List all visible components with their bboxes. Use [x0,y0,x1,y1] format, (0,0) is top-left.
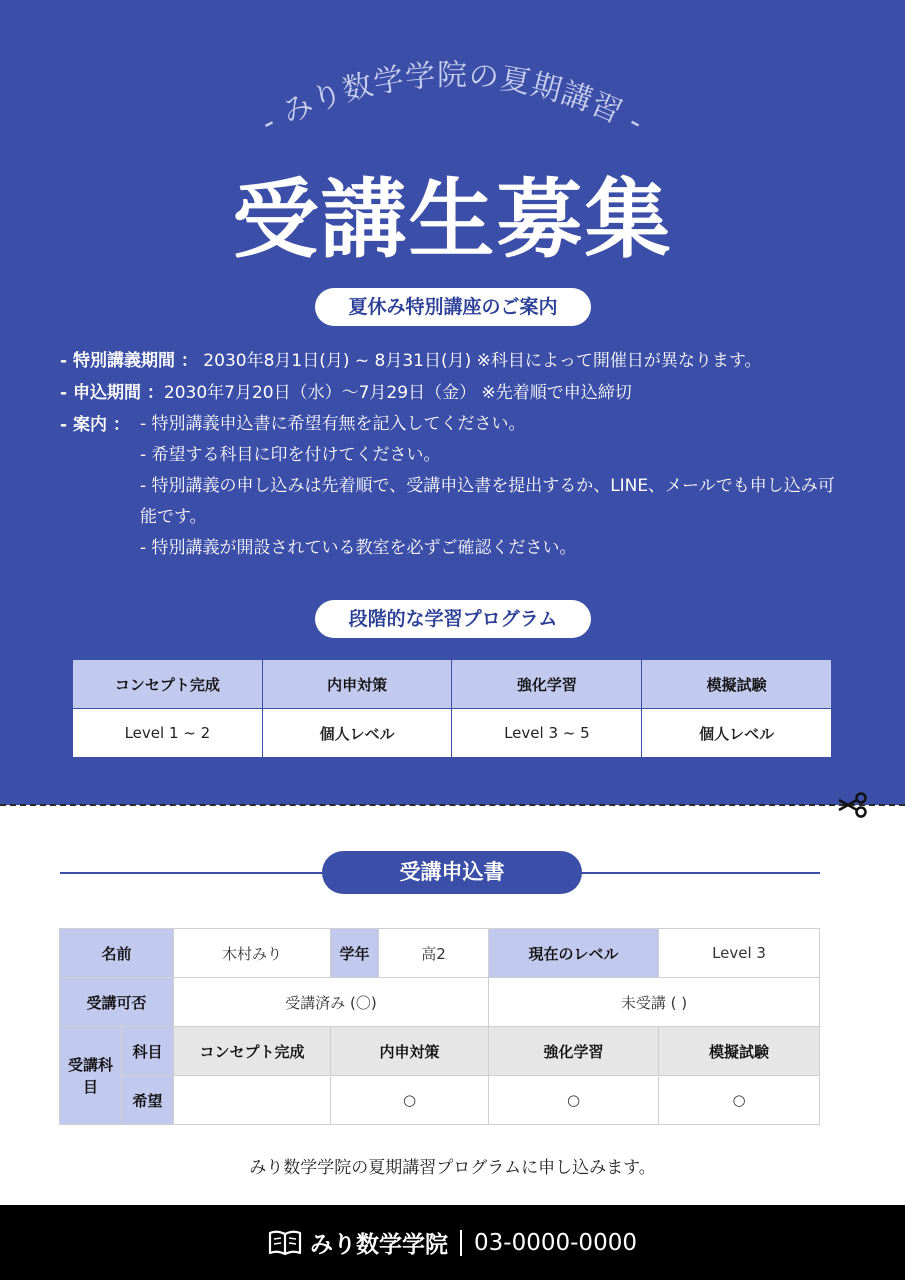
apply-label: - 申込期間 ： [60,383,164,403]
wish-cell[interactable] [174,1076,331,1125]
subject-cell: 強化学習 [489,1027,659,1076]
form-row-subjects [60,1027,820,1076]
program-value-cell: Level 1 ~ 2 [73,709,263,758]
guide-list [140,409,860,564]
status-taken-option[interactable]: 受講済み (〇) [174,978,489,1027]
period-value: 2030年8月1日(月) ~ 8月31日(月) ※科目によって開催日が異なります。 [197,351,762,371]
program-header-cell: 模擬試験 [642,660,832,709]
grade-label: 学年 [331,929,379,978]
status-label: 受講可否 [60,978,174,1027]
form-row-name [60,929,820,978]
subtitle: - みり数学学院の夏期講習 - [255,57,650,142]
footer-divider [460,1230,462,1256]
program-header-cell: コンセプト完成 [73,660,263,709]
subject-row-label: 科目 [122,1027,174,1076]
name-label: 名前 [60,929,174,978]
course-info [60,345,860,564]
form-row-status [60,978,820,1027]
section-label-course-info: 夏休み特別講座のご案内 [315,288,591,326]
page-title: 受講生募集 [232,170,673,270]
cut-line [0,804,905,806]
wish-row-label: 希望 [122,1076,174,1125]
subtitle-arc [0,0,905,160]
program-value-cell: 個人レベル [262,709,452,758]
apply-value: 2030年7月20日（水）～7月29日（金） ※先着順で申込締切 [163,383,632,403]
application-form [59,928,820,1125]
guide-label: - 案内 ： [60,415,130,435]
program-header-cell: 内申対策 [262,660,452,709]
guide-item: - 希望する科目に印を付けてください。 [140,445,441,465]
wish-cell[interactable]: ○ [659,1076,820,1125]
apply-row [60,377,860,409]
name-field[interactable]: 木村みり [174,929,331,978]
status-not-taken-option[interactable]: 未受講 ( ) [489,978,820,1027]
guide-row [60,409,860,564]
program-value-cell: Level 3 ~ 5 [452,709,642,758]
form-title: 受講申込書 [322,851,582,894]
program-value-cell: 個人レベル [642,709,832,758]
scissors-icon [836,790,870,820]
level-field[interactable]: Level 3 [659,929,820,978]
svg-text:- みり数学学院の夏期講習 - [256,58,650,141]
guide-item: - 特別講義の申し込みは先着順で、受講申込書を提出するか、LINE、メールでも申し込み可能です。 [140,476,835,527]
application-note: みり数学学院の夏期講習プログラムに申し込みます。 [249,1158,656,1178]
subject-cell: 内申対策 [331,1027,489,1076]
subjects-label: 受講科目 [60,1027,122,1125]
program-header-cell: 強化学習 [452,660,642,709]
subject-cell: 模擬試験 [659,1027,820,1076]
period-label: - 特別講義期間 ： [60,351,198,371]
school-name: みり数学学院 [310,1232,449,1258]
book-icon [268,1229,302,1257]
wish-cell[interactable]: ○ [489,1076,659,1125]
period-row [60,345,860,377]
phone-number[interactable]: 03-0000-0000 [474,1229,637,1256]
grade-field[interactable]: 高2 [379,929,489,978]
guide-item: - 特別講義が開設されている教室を必ずご確認ください。 [140,538,577,558]
form-row-wishes [60,1076,820,1125]
subject-cell: コンセプト完成 [174,1027,331,1076]
wish-cell[interactable]: ○ [331,1076,489,1125]
guide-item: - 特別講義申込書に希望有無を記入してください。 [140,414,526,434]
program-value-row [73,709,832,758]
level-label: 現在のレベル [489,929,659,978]
program-header-row [73,660,832,709]
footer [0,1205,905,1280]
program-table [72,659,832,758]
section-label-program: 段階的な学習プログラム [315,600,591,638]
